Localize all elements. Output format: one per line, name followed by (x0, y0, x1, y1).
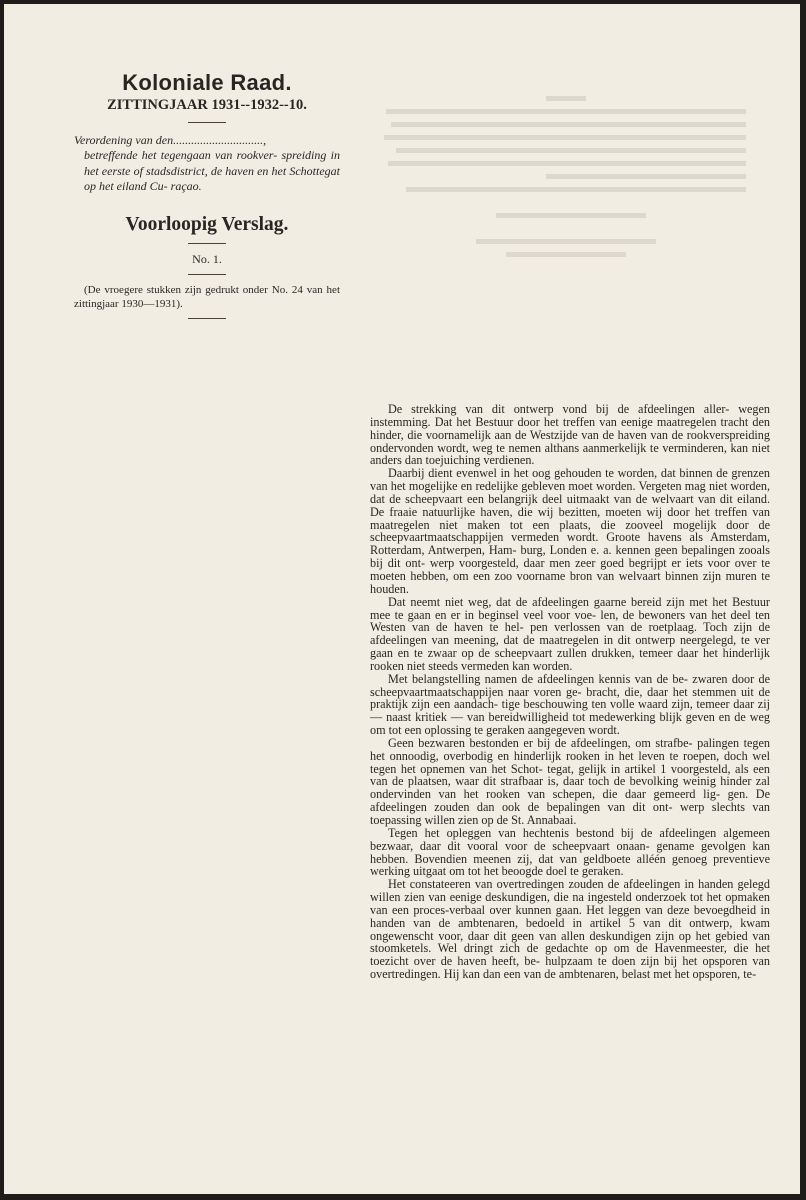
divider (188, 243, 226, 244)
report-title: Voorloopig Verslag. (125, 213, 289, 235)
earlier-documents-note: (De vroegere stukken zijn gedrukt onder No. 24 van het zittingjaar 1930—1931). (74, 283, 340, 310)
divider (188, 318, 226, 319)
report-body (370, 403, 770, 981)
council-title: Koloniale Raad. (122, 70, 292, 95)
paragraph: Dat neemt niet weg, dat de afdeelingen gaarne bereid zijn met het Bestuur mee te gaan en er in beginsel veel voor voe- len, de bewoners van het deel ten Westen van de haven te hel- pen verlossen van de roetplaag. Toch zijn de afdeelingen van meening, dat de maatregelen in dit ontwerp neergelegd, te ver gaan en te zwaar op de scheepvaart zullen drukken, temeer daar het hinderlijk rooken niet steeds vermeden kan worden. (370, 594, 770, 673)
paragraph: De strekking van dit ontwerp vond bij de afdeelingen aller- wegen instemming. Dat het Bestuur door het treffen van eenige maatregelen tracht den hinder, die voornamelijk aan de Westzijde van de haven van de rookverspreiding ondervonden wordt, weg te nemen althans aanmerkelijk te verminderen, kan niet anders dan toejuiching verdienen. (370, 402, 770, 468)
ordinance-line-2: betreffende het tegengaan van rookver- spreiding in het eerste of stadsdistrict, de haven en het Schottegat op het eiland Cu- raçao. (84, 148, 340, 194)
paragraph: Het constateeren van overtredingen zouden de afdeelingen in handen gelegd willen zien van eenige deskundigen, die na ingesteld onderzoek tot het opmaken van een proces-verbaal over kunnen gaan. Het leggen van deze bevoegdheid in handen van de ambtenaren, bedoeld in artikel 5 van dit ontwerp, kwam ongewenscht voor, daar dit geen van allen deskundigen zijn op het gebied van stoomketels. Wel dringt zich de gedachte op om de Havenmeester, die het toezicht over de haven heeft, be- hulpzaam te doen zijn bij het opsporen van overtredingen. Hij kan dan een van de ambtenaren, belast met het opsporen, te- (370, 877, 770, 982)
show-through-text (376, 92, 746, 261)
paragraph: Daarbij dient evenwel in het oog gehouden te worden, dat binnen de grenzen van het mogelijke en redelijke gebleven moet worden. Vergeten mag niet worden, dat de scheepvaart een belangrijk deel uitmaakt van de welvaart van dit eiland. De fraaie natuurlijke haven, die wij bezitten, moeten wij door het treffen van maatregelen niet maken tot een plaats, die zooveel mogelijk door de scheepvaartmaatschappijen vermeden wordt. Groote havens als Amsterdam, Rotterdam, Antwerpen, Ham- burg, Londen e. a. kennen geen bepalingen zooals bij dit ont- werp voorgesteld, daar men zeer goed begrijpt er iets voor over te moeten hebben, om een zoo voorname bron van welvaart binnen zijn muren te houden. (370, 466, 770, 596)
divider (188, 122, 226, 123)
session-year: ZITTINGJAAR 1931--1932--10. (107, 97, 307, 113)
paragraph: Met belangstelling namen de afdeelingen kennis van de be- zwaren door de scheepvaartmaatschappijen naar voren ge- bracht, die, daar het stemmen uit de praktijk zijn een aandach- tige beschouwing ten volle waard zijn, temeer daar zij — naast kritiek — van bereidwilligheid tot medewerking blijk geven en de weg om tot een oplossing te geraken aangegeven wordt. (370, 671, 770, 738)
document-page (4, 4, 800, 1194)
paragraph: Geen bezwaren bestonden er bij de afdeelingen, om strafbe- palingen tegen het onnoodig, overbodig en hinderlijk rooken in het leven te roepen, doch wel tegen het opnemen van het Schot- tegat, gelijk in artikel 1 voorgesteld, als een van de plaatsen, waar dit strafbaar is, daar toch de bevolking weinig hinder zal ondervinden van het rooken van schepen, die daar gemeerd lig- gen. De afdeelingen zouden dan ook de bepalingen van dit ont- werp slechts van toepassing willen zien op de St. Annabaai. (370, 735, 770, 827)
ordinance-line-1: Verordening van den.............................., (74, 133, 267, 147)
left-column (74, 70, 340, 329)
divider (188, 274, 226, 275)
ordinance-title (74, 133, 340, 195)
paragraph: Tegen het opleggen van hechtenis bestond bij de afdeelingen algemeen bezwaar, daar dit vooral voor de scheepvaart onaan- genamе gevolgen kan hebben. Bovendien meenen zij, dat van geldboete alléén genoeg preventieve werking uitgaat om tot het beoogde doel te geraken. (370, 825, 770, 879)
report-number: No. 1. (192, 251, 222, 266)
